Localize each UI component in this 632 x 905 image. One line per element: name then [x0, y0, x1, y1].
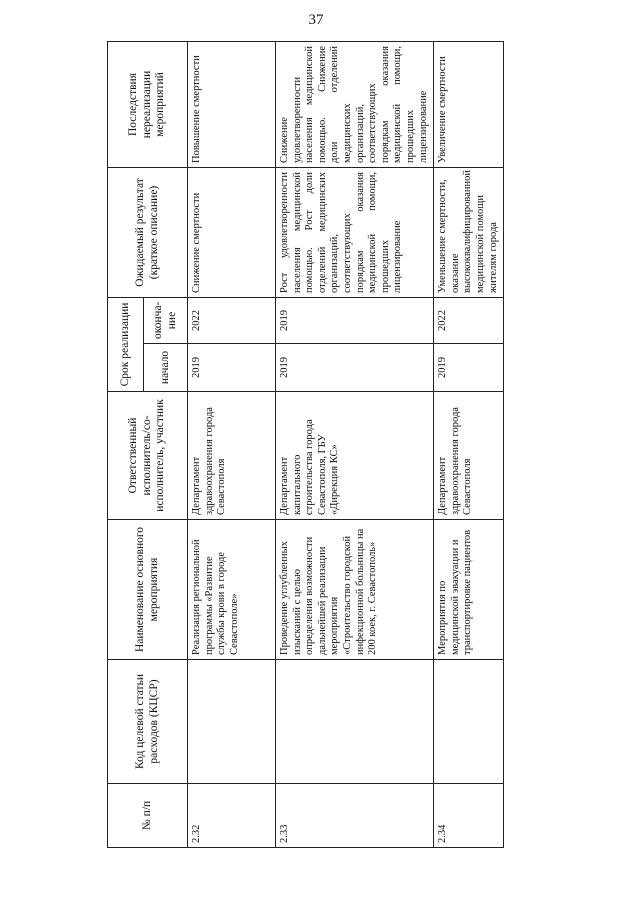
measures-table: [107, 41, 504, 848]
row-result: Снижение смертности: [188, 168, 276, 298]
row-num: 2.33: [276, 784, 434, 848]
row-result: Уменьшение смертности, оказание высококвалифицированной медицинской помощи жителям города: [434, 168, 504, 298]
row-executor: Департамент здравоохранения города Севастополя: [188, 392, 276, 520]
row-consequences: Повышение смертности: [188, 42, 276, 168]
row-end: 2022: [188, 298, 276, 344]
row-num: 2.34: [434, 784, 504, 848]
page-number: 37: [308, 12, 324, 28]
header-term: Срок реализации: [108, 298, 144, 392]
header-consequences: Последствия нереализации мероприятий: [108, 42, 188, 168]
row-consequences: Увеличение смертности: [434, 42, 504, 168]
rotated-table-wrapper: [107, 42, 499, 848]
header-row: [108, 42, 144, 848]
table-row: [434, 42, 504, 848]
row-kcsr: [434, 660, 504, 784]
header-end: оконча-ние: [144, 298, 188, 344]
row-end: 2022: [434, 298, 504, 344]
row-executor: Департамент здравоохранения города Севастополя: [434, 392, 504, 520]
row-kcsr: [276, 660, 434, 784]
row-consequences: Снижение удовлетворенности населения медицинской помощью. Снижение доли отделений медицинских организаций, соответствующих порядкам оказания медицинской помощи, прошедших лицензирование: [276, 42, 434, 168]
row-end: 2019: [276, 298, 434, 344]
row-kcsr: [188, 660, 276, 784]
header-num: № п/п: [108, 784, 188, 848]
header-result: Ожидаемый результат (краткое описание): [108, 168, 188, 298]
header-executor: Ответственный исполнитель/со-исполнитель, участник: [108, 392, 188, 520]
row-start: 2019: [434, 344, 504, 392]
header-name: Наименование основного мероприятия: [108, 520, 188, 660]
row-executor: Департамент капитального строительства города Севастополя, ГБУ «Дирекция КС»: [276, 392, 434, 520]
row-name: Мероприятия по медицинской эвакуации и транспортировке пациентов: [434, 520, 504, 660]
header-kcsr: Код целевой статьи расходов (КЦСР): [108, 660, 188, 784]
row-num: 2.32: [188, 784, 276, 848]
row-name: Проведение углубленных изысканий с целью определения возможности дальнейшей реализации мероприятия «Строительство городской инфекционной больницы на 200 коек, г. Севастополь»: [276, 520, 434, 660]
table-row: [276, 42, 434, 848]
row-result: Рост удовлетворенности населения медицинской помощью. Рост доли отделений медицинских организаций, соответствующих порядкам оказания медицинской помощи, прошедших лицензирование: [276, 168, 434, 298]
row-name: Реализация региональной программы «Развитие службы крови в городе Севастополе»: [188, 520, 276, 660]
row-start: 2019: [188, 344, 276, 392]
header-start: начало: [144, 344, 188, 392]
row-start: 2019: [276, 344, 434, 392]
table-row: [188, 42, 276, 848]
